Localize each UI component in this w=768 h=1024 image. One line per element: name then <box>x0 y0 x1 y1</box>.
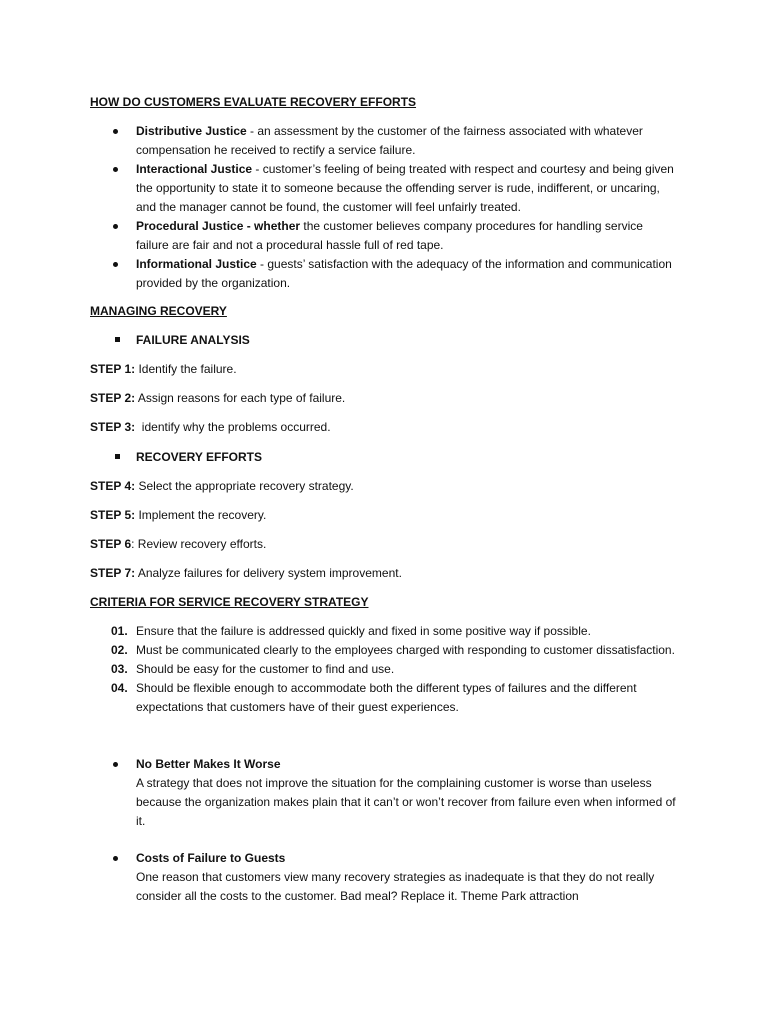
list-item <box>0 255 676 293</box>
point-costs-of-failure <box>0 849 768 906</box>
subheading-label: FAILURE ANALYSIS <box>136 333 250 347</box>
step-label: STEP 2: <box>90 391 136 405</box>
step-label: STEP 4: <box>90 479 136 493</box>
step-line <box>90 477 354 496</box>
step-text: : Review recovery efforts. <box>131 537 267 551</box>
list-item <box>0 622 676 641</box>
point-title: No Better Makes It Worse <box>136 757 281 771</box>
step-text: Select the appropriate recovery strategy. <box>135 479 354 493</box>
list-item <box>0 160 676 217</box>
step-line <box>90 389 345 408</box>
step-line <box>90 418 331 437</box>
list-item <box>0 660 676 679</box>
bullet-icon <box>113 856 118 861</box>
bullet-icon <box>113 224 118 229</box>
step-line <box>90 506 266 525</box>
step-line <box>90 564 402 583</box>
step-label: STEP 7: <box>90 566 136 580</box>
justice-desc: the customer believes company procedures for handling service failure are fair and not a procedural hassle full of red tape. <box>136 219 643 252</box>
justice-term: Distributive Justice <box>136 124 247 138</box>
criteria-text: Should be flexible enough to accommodate both the different types of failures and the different expectations that customers have of their guest experiences. <box>136 681 637 714</box>
justice-desc: - guests’ satisfaction with the adequacy of the information and communication provided by the organization. <box>136 257 672 290</box>
section-heading-managing: MANAGING RECOVERY <box>90 304 227 318</box>
list-item <box>0 679 676 717</box>
justice-term: Interactional Justice <box>136 162 253 176</box>
bullet-icon <box>113 762 118 767</box>
section-heading-evaluate: HOW DO CUSTOMERS EVALUATE RECOVERY EFFORTS <box>90 95 417 109</box>
criteria-number: 03. <box>111 662 128 676</box>
point-title: Costs of Failure to Guests <box>136 851 286 865</box>
step-label: STEP 5: <box>90 508 136 522</box>
justice-desc: - customer’s feeling of being treated with respect and courtesy and being given the opportunity to state it to someone because the offending server is rude, indifferent, or uncaring, and the manager cannot be found, the customer will feel unfairly treated. <box>136 162 674 214</box>
section-heading-criteria: CRITERIA FOR SERVICE RECOVERY STRATEGY <box>90 595 369 609</box>
step-line <box>90 535 266 554</box>
criteria-number: 01. <box>111 624 128 638</box>
point-text: A strategy that does not improve the situation for the complaining customer is worse than useless because the organization makes plain that it can’t or won’t recover from failure even when informed of it. <box>136 776 676 828</box>
point-no-better <box>0 755 768 831</box>
square-bullet-icon <box>115 337 120 342</box>
bullet-icon <box>113 129 118 134</box>
bullet-icon <box>113 262 118 267</box>
point-text: One reason that customers view many recovery strategies as inadequate is that they do not really consider all the costs to the customer. Bad meal? Replace it. Theme Park attraction <box>136 870 655 903</box>
justice-term: Informational Justice <box>136 257 257 271</box>
justice-desc: - an assessment by the customer of the fairness associated with whatever compensation he received to rectify a service failure. <box>136 124 643 157</box>
step-label: STEP 3: <box>90 420 136 434</box>
criteria-list <box>0 622 768 717</box>
bullet-icon <box>113 167 118 172</box>
list-item <box>0 122 676 160</box>
step-text: Analyze failures for delivery system improvement. <box>135 566 402 580</box>
square-bullet-icon <box>115 454 120 459</box>
step-line <box>90 360 237 379</box>
criteria-text: Ensure that the failure is addressed quickly and fixed in some positive way if possible. <box>136 624 591 638</box>
list-item <box>0 641 676 660</box>
step-text: Assign reasons for each type of failure. <box>135 391 346 405</box>
criteria-number: 04. <box>111 681 128 695</box>
step-text: Identify the failure. <box>135 362 237 376</box>
list-item <box>0 217 676 255</box>
criteria-text: Should be easy for the customer to find and use. <box>136 662 395 676</box>
criteria-number: 02. <box>111 643 128 657</box>
criteria-text: Must be communicated clearly to the employees charged with responding to customer dissatisfaction. <box>136 643 675 657</box>
step-text: identify why the problems occurred. <box>135 420 331 434</box>
justice-list <box>0 122 768 293</box>
step-label: STEP 6 <box>90 537 132 551</box>
subheading-label: RECOVERY EFFORTS <box>136 450 263 464</box>
step-label: STEP 1: <box>90 362 136 376</box>
justice-term: Procedural Justice - whether <box>136 219 301 233</box>
step-text: Implement the recovery. <box>135 508 267 522</box>
